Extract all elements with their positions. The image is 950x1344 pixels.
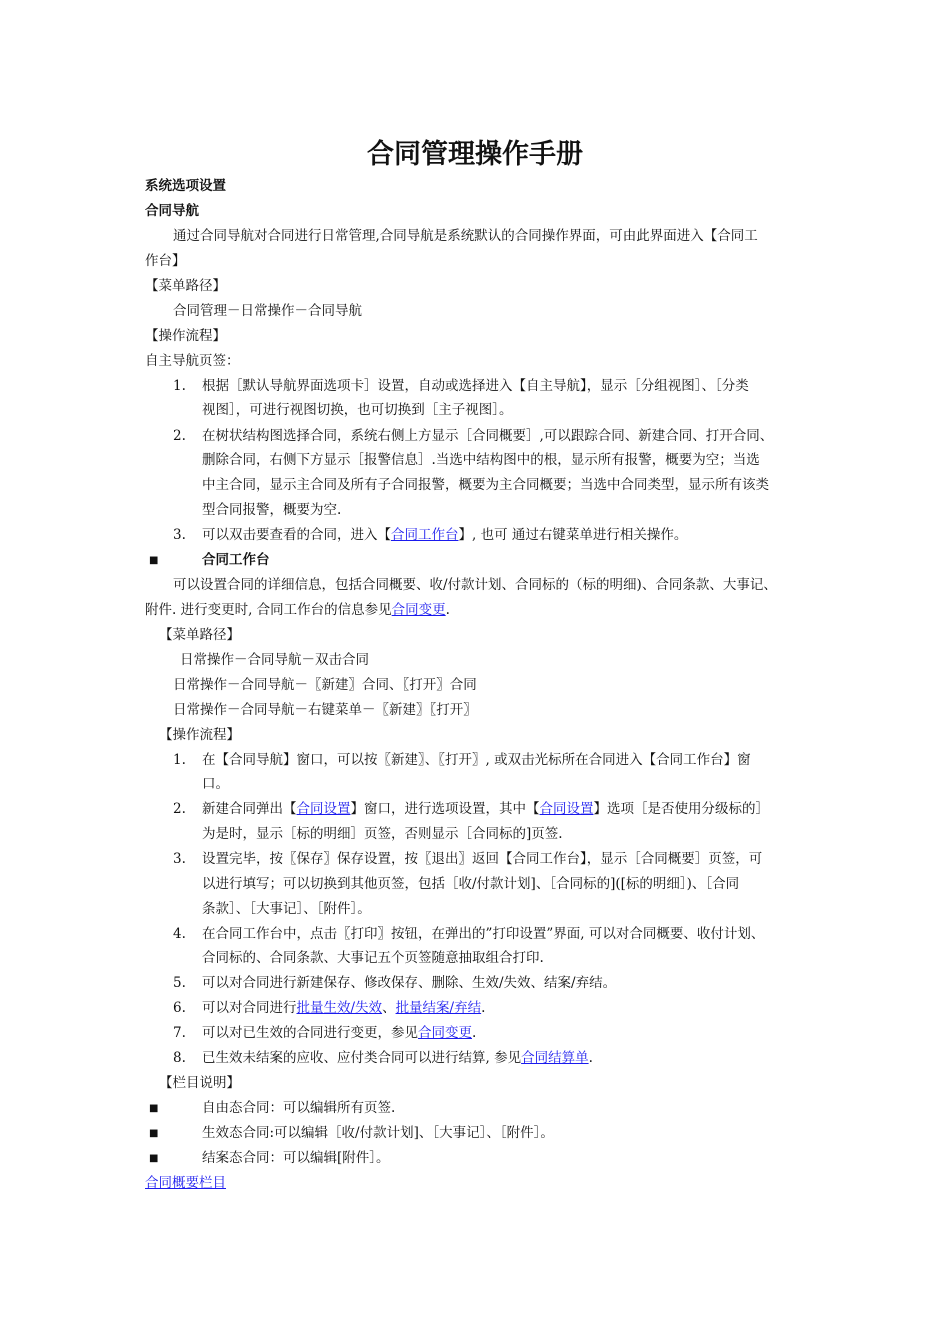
document-title: 合同管理操作手册 [367,139,583,170]
bullet-icon: ■ [149,1128,159,1139]
column-item: 自由态合同：可以编辑所有页签. [202,1100,396,1116]
step-text: 删除合同，右侧下方显示［报警信息］.当选中结构图中的根，显示所有报警，概要为空；当选 [202,452,760,468]
step-text: 在【合同导航】窗口，可以按〖新建〗、〖打开〗, 或双击光标所在合同进入【合同工作台】窗 [202,752,751,768]
bullet-icon: ■ [149,1103,159,1114]
intro-paragraph-line-1: 通过合同导航对合同进行日常管理,合同导航是系统默认的合同操作界面，可由此界面进入【合同工 [173,228,758,244]
link-contract-change[interactable]: 合同变更 [418,1025,472,1041]
step-text: 口。 [202,776,229,792]
step-text: 合同标的、合同条款、大事记五个页签随意抽取组合打印. [202,950,544,966]
column-item: 结案态合同：可以编辑[附件］。 [202,1150,390,1166]
bullet-icon: ■ [149,555,159,566]
column-description-label: 【栏目说明】 [159,1075,240,1091]
step-text: 可以对合同进行批量生效/失效、批量结案/弃结. [202,1000,486,1016]
workbench-desc-line-1: 可以设置合同的详细信息，包括合同概要、收/付款计划、合同标的（标的明细)、合同条款、大事记、 [173,577,777,593]
step-number: 1. [173,752,186,768]
workbench-path: 日常操作－合同导航－〖新建〗合同、〖打开〗合同 [173,677,477,693]
step-number: 4. [173,926,186,942]
step-text: 中主合同，显示主合同及所有子合同报警，概要为主合同概要；当选中合同类型，显示所有该类 [202,477,769,493]
step-text: 可以对合同进行新建保存、修改保存、删除、生效/失效、结案/弃结。 [202,975,617,991]
step-number: 3. [173,527,186,543]
workbench-desc-line-2: 附件. 进行变更时, 合同工作台的信息参见合同变更. [145,602,450,618]
step-text: 新建合同弹出【合同设置】窗口，进行选项设置，其中【合同设置】选项［是否使用分级标的］ [202,801,769,817]
intro-paragraph-line-2: 作台】 [145,253,186,269]
step-text: 根据［默认导航界面选项卡］设置，自动或选择进入【自主导航】，显示［分组视图］、［分类 [202,378,749,394]
link-batch-close[interactable]: 批量结案/弃结 [395,1000,482,1016]
step-number: 2. [173,428,186,444]
step-number: 5. [173,975,186,991]
step-text: 条款］、［大事记］、［附件］。 [202,901,371,917]
tab-label: 自主导航页签： [145,353,240,369]
step-number: 7. [173,1025,186,1041]
link-contract-settings[interactable]: 合同设置 [539,801,594,817]
step-text: 视图］，可进行视图切换，也可切换到［主子视图］。 [202,402,513,418]
link-contract-summary-columns[interactable]: 合同概要栏目 [145,1175,226,1191]
workbench-heading: 合同工作台 [202,552,270,568]
link-contract-settings[interactable]: 合同设置 [296,801,351,817]
step-text: 已生效未结案的应收、应付类合同可以进行结算, 参见合同结算单. [202,1050,593,1066]
link-contract-workbench[interactable]: 合同工作台 [391,527,459,543]
column-item: 生效态合同:可以编辑［收/付款计划]、［大事记］、［附件］。 [202,1125,554,1141]
link-batch-effective[interactable]: 批量生效/失效 [296,1000,383,1016]
link-contract-change[interactable]: 合同变更 [391,602,446,618]
workbench-menu-path-label: 【菜单路径】 [159,627,240,643]
step-text: 可以对已生效的合同进行变更，参见合同变更. [202,1025,477,1041]
workbench-flow-label: 【操作流程】 [159,727,240,743]
step-text: 型合同报警，概要为空. [202,502,342,518]
workbench-path: 日常操作－合同导航－右键菜单－〖新建〗〖打开〗 [173,702,477,718]
step-number: 6. [173,1000,186,1016]
step-text: 可以双击要查看的合同，进入【合同工作台】, 也可 通过右键菜单进行相关操作。 [202,527,688,543]
step-text: 以进行填写；可以切换到其他页签，包括［收/付款计划]、［合同标的]([标的明细］)、［合同 [202,876,740,892]
step-number: 8. [173,1050,186,1066]
section-heading-navigation: 合同导航 [145,203,199,219]
step-text: 在树状结构图选择合同，系统右侧上方显示［合同概要］,可以跟踪合同、新建合同、打开合同、 [202,428,774,444]
step-text: 为是时，显示［标的明细］页签，否则显示［合同标的]页签. [202,826,563,842]
section-heading-options: 系统选项设置 [145,178,226,194]
step-number: 1. [173,378,186,394]
step-number: 3. [173,851,186,867]
step-text: 在合同工作台中，点击〖打印〗按钮，在弹出的”打印设置”界面, 可以对合同概要、收付计划、 [202,926,765,942]
menu-path-value: 合同管理－日常操作－合同导航 [173,303,362,319]
step-number: 2. [173,801,186,817]
bullet-icon: ■ [149,1153,159,1164]
link-contract-settlement[interactable]: 合同结算单 [521,1050,589,1066]
menu-path-label: 【菜单路径】 [145,278,226,294]
workbench-path: 日常操作－合同导航－双击合同 [180,652,369,668]
flow-label: 【操作流程】 [145,328,226,344]
step-text: 设置完毕，按〖保存〗保存设置，按〖退出〗返回【合同工作台】，显示［合同概要］页签，可 [202,851,763,867]
